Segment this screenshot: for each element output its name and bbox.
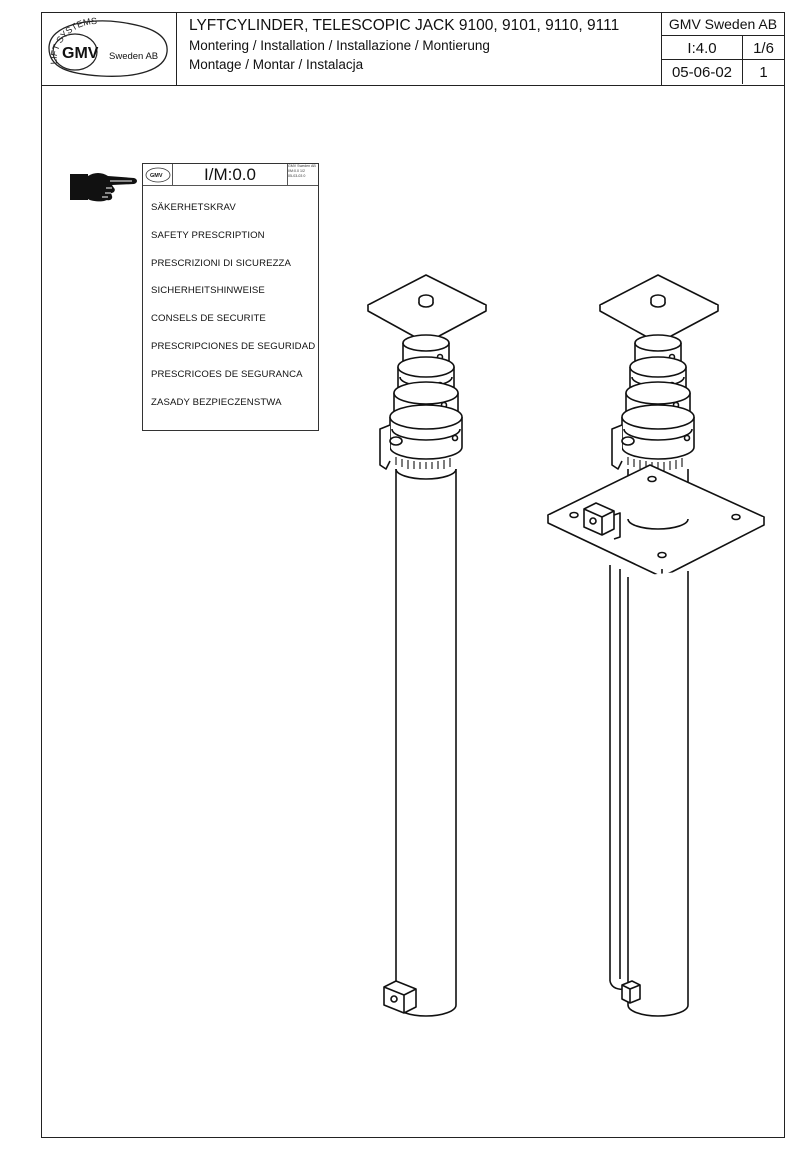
reference-meta-page: 1/2 bbox=[300, 169, 305, 173]
gmv-logo bbox=[41, 12, 177, 85]
reference-card-header bbox=[143, 164, 318, 186]
document-title: LYFTCYLINDER, TELESCOPIC JACK 9100, 9101, 9110, 9111 bbox=[189, 17, 620, 34]
title-cell bbox=[177, 12, 662, 85]
safety-item-pl: ZASADY BEZPIECZENSTWA bbox=[151, 396, 282, 408]
safety-item-it: PRESCRIZIONI DI SICUREZZA bbox=[151, 257, 292, 269]
page-number: 1/6 bbox=[753, 40, 774, 57]
logo-brand: GMV bbox=[62, 45, 99, 62]
meta-row-code bbox=[662, 36, 784, 60]
safety-item-es: PRESCRIPCIONES DE SEGURIDAD bbox=[151, 340, 316, 352]
reference-meta-date: 05-03-03 bbox=[288, 174, 303, 178]
logo-cell bbox=[41, 12, 177, 85]
reference-card bbox=[142, 163, 319, 431]
doc-code: I:4.0 bbox=[662, 36, 743, 59]
telescopic-jack-left bbox=[368, 275, 486, 1016]
reference-meta-rev: 0 bbox=[303, 174, 306, 178]
reference-code: I/M:0.0 bbox=[173, 164, 288, 185]
revision-number: 1 bbox=[759, 64, 768, 81]
telescopic-jack-right bbox=[548, 275, 764, 1016]
title-block bbox=[41, 12, 785, 86]
safety-item-pt: PRESCRICOES DE SEGURANCA bbox=[151, 368, 303, 380]
reference-meta-code: I/M:0.0 bbox=[288, 169, 299, 173]
reference-card-logo bbox=[143, 164, 173, 185]
pointing-hand-icon bbox=[68, 168, 138, 209]
doc-date: 05-06-02 bbox=[662, 60, 743, 84]
meta-row-date bbox=[662, 60, 784, 84]
document-subtitle-1: Montering / Installation / Installazione / Montierung bbox=[189, 38, 490, 53]
reference-meta bbox=[288, 164, 318, 185]
safety-list bbox=[151, 202, 315, 424]
logo-company: Sweden AB bbox=[109, 51, 159, 62]
safety-item-fr: CONSELS DE SECURITE bbox=[151, 313, 266, 325]
safety-item-en: SAFETY PRESCRIPTION bbox=[151, 229, 265, 241]
jack-illustration bbox=[340, 265, 780, 1050]
reference-meta-company: GMV Sweden AB bbox=[288, 164, 316, 168]
meta-cell bbox=[662, 12, 784, 85]
meta-company: GMV Sweden AB bbox=[662, 12, 784, 36]
reference-logo-brand: GMV bbox=[150, 173, 163, 179]
logo-ring-text: LIFT SYSTEMS bbox=[48, 15, 98, 65]
safety-item-de: SICHERHEITSHINWEISE bbox=[151, 285, 265, 297]
safety-item-sv: SÄKERHETSKRAV bbox=[151, 202, 236, 213]
document-subtitle-2: Montage / Montar / Instalacja bbox=[189, 57, 364, 72]
